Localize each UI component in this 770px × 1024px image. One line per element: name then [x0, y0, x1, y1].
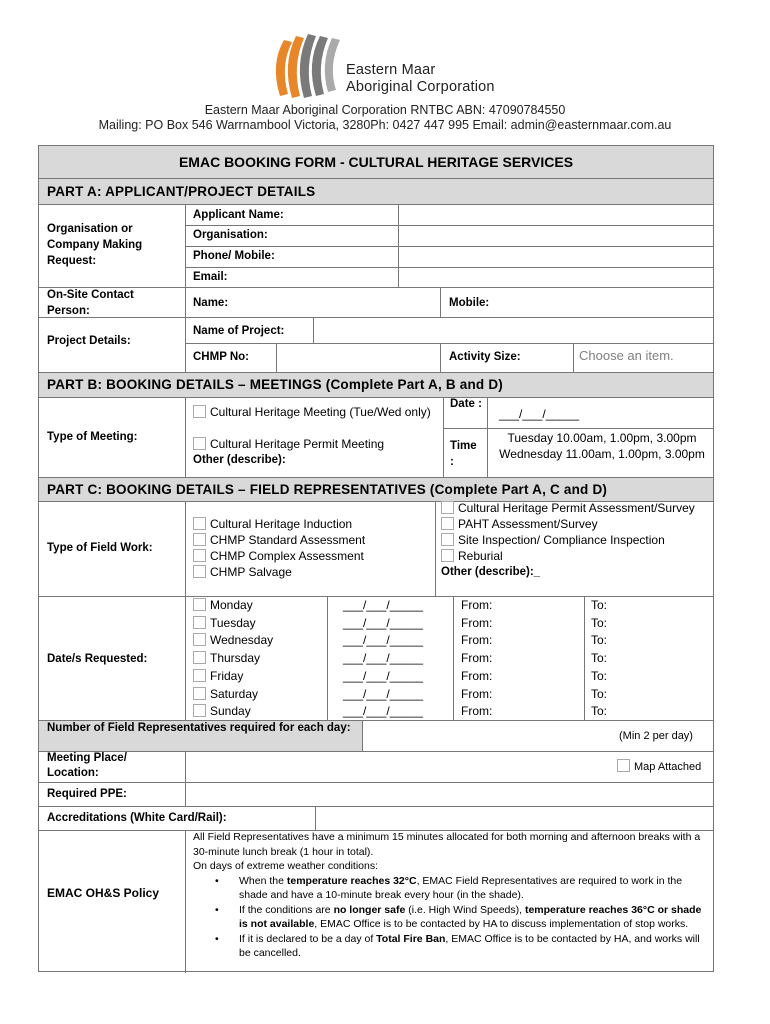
- checkbox[interactable]: [441, 501, 454, 514]
- organisation-field[interactable]: [399, 225, 713, 246]
- project-name-label: Name of Project:: [193, 325, 285, 337]
- meeting-other-label: Other (describe):: [193, 454, 286, 466]
- day-date-field[interactable]: ___/___/_____: [343, 668, 424, 683]
- day-option-monday[interactable]: Monday: [193, 597, 253, 613]
- field-work-option[interactable]: Cultural Heritage Induction: [193, 516, 433, 532]
- num-reps-label: Number of Field Representatives required for each day:: [39, 721, 362, 751]
- ppe-field[interactable]: [186, 782, 713, 806]
- field-work-type-label: Type of Field Work:: [47, 542, 153, 554]
- day-option-tuesday[interactable]: Tuesday: [193, 615, 256, 631]
- checkbox[interactable]: [441, 533, 454, 546]
- org-label: Organisation or Company Making Request:: [47, 223, 143, 267]
- day-option-saturday[interactable]: Saturday: [193, 686, 258, 702]
- checkbox[interactable]: [193, 704, 206, 717]
- field-work-other-label: Other (describe):_: [441, 566, 541, 578]
- checkbox[interactable]: [193, 517, 206, 530]
- address-line-1: Eastern Maar Aboriginal Corporation RNTBC ABN: 47090784550: [204, 103, 566, 117]
- field-work-right-options: [441, 500, 711, 580]
- contact-name-field[interactable]: [255, 287, 440, 317]
- accreditations-field[interactable]: [316, 806, 713, 830]
- day-option-sunday[interactable]: Sunday: [193, 703, 251, 719]
- field-work-left-options: [193, 516, 433, 580]
- email-label: Email:: [193, 271, 228, 283]
- field-work-option[interactable]: Reburial: [441, 548, 711, 564]
- checkbox[interactable]: [193, 651, 206, 664]
- day-option-friday[interactable]: Friday: [193, 668, 243, 684]
- logo-text: Eastern Maar Aboriginal Corporation: [346, 62, 495, 95]
- day-from-field[interactable]: From:: [461, 651, 493, 666]
- checkbox[interactable]: [193, 598, 206, 611]
- phone-field[interactable]: [399, 246, 713, 267]
- applicant-name-label: Applicant Name:: [193, 209, 284, 221]
- checkbox[interactable]: [441, 549, 454, 562]
- project-details-label: Project Details:: [47, 335, 131, 347]
- day-date-field[interactable]: ___/___/_____: [343, 633, 424, 648]
- field-work-option-permit[interactable]: Cultural Heritage Permit Assessment/Survey: [441, 500, 711, 516]
- day-to-field[interactable]: To:: [591, 686, 608, 701]
- policy-bullet: • If the conditions are no longer safe (i.e. High Wind Speeds), temperature reaches 36°C or shade is not available, EMAC Office is to be contacted by HA to discuss implementation of stop works.: [193, 903, 709, 932]
- meeting-place-label: Meeting Place/ Location:: [47, 752, 127, 779]
- accreditations-label: Accreditations (White Card/Rail):: [47, 812, 227, 824]
- part-c-heading: PART C: BOOKING DETAILS – FIELD REPRESENTATIVES (Complete Part A, C and D): [39, 478, 713, 501]
- day-date-field[interactable]: ___/___/_____: [343, 704, 424, 719]
- booking-form: [38, 145, 714, 972]
- chmp-no-field[interactable]: [277, 343, 440, 372]
- meeting-type-label: Type of Meeting:: [47, 431, 138, 443]
- day-to-field[interactable]: To:: [591, 598, 608, 612]
- day-to-field[interactable]: To:: [591, 651, 608, 666]
- day-to-field[interactable]: To:: [591, 633, 608, 648]
- checkbox[interactable]: [193, 549, 206, 562]
- ppe-label: Required PPE:: [47, 788, 127, 800]
- project-name-field[interactable]: [314, 317, 713, 343]
- organisation-label: Organisation:: [193, 229, 268, 241]
- day-from-field[interactable]: From:: [461, 615, 493, 630]
- checkbox[interactable]: [193, 437, 206, 450]
- policy-bullet: • If it is declared to be a day of Total Fire Ban, EMAC Office is to be contacted by HA, and works will be cancelled.: [193, 932, 709, 961]
- meeting-option-permit-meeting[interactable]: Cultural Heritage Permit Meeting: [193, 436, 433, 452]
- meeting-option-ch-meeting[interactable]: Cultural Heritage Meeting (Tue/Wed only): [193, 404, 433, 420]
- map-attached-checkbox[interactable]: Map Attached: [617, 759, 701, 775]
- applicant-name-field[interactable]: [399, 204, 713, 225]
- address-line-2: Mailing: PO Box 546 Warrnambool Victoria, 3280Ph: 0427 447 995 Email: admin@easternmaar.com.au: [98, 118, 672, 132]
- day-to-field[interactable]: To:: [591, 668, 608, 683]
- checkbox[interactable]: [193, 616, 206, 629]
- ohs-policy-text: All Field Representatives have a minimum 15 minutes allocated for both morning and afternoon breaks with a 30-minute lunch break (1 hour in total). On days of extreme weather conditions: • When the temperature reaches 32°C, EMAC Field Representatives are required to work in the shade and have a 10-minute break every hour (in the shade). • If the conditions are no longer safe (i.e. High Wind Speeds), temperature reaches 36°C or shade is not available, EMAC Office is to be contacted by HA to discuss implementation of stop works. • If it is declared to be a day of Total Fire Ban, EMAC Office is to be contacted by HA, and works will be cancelled.: [193, 830, 709, 961]
- onsite-contact-label: On-Site Contact Person:: [47, 289, 134, 317]
- meeting-date-label: Date :: [450, 398, 482, 410]
- checkbox[interactable]: [193, 405, 206, 418]
- checkbox[interactable]: [193, 533, 206, 546]
- checkbox[interactable]: [193, 687, 206, 700]
- checkbox[interactable]: [193, 565, 206, 578]
- contact-mobile-field[interactable]: [519, 287, 713, 317]
- day-from-field[interactable]: From:: [461, 686, 493, 701]
- dates-requested-label: Date/s Requested:: [47, 653, 148, 665]
- meeting-date-field[interactable]: ___/___/_____: [499, 407, 580, 421]
- day-from-field[interactable]: From:: [461, 704, 493, 719]
- day-from-field[interactable]: From:: [461, 633, 493, 648]
- policy-bullet: • When the temperature reaches 32°C, EMAC Field Representatives are required to work in the shade and have a 10-minute break every hour (in the shade).: [193, 874, 709, 903]
- checkbox[interactable]: [617, 759, 630, 772]
- checkbox[interactable]: [193, 669, 206, 682]
- day-option-thursday[interactable]: Thursday: [193, 650, 260, 666]
- meeting-time-label: Time :: [450, 440, 477, 468]
- field-work-option[interactable]: PAHT Assessment/Survey: [441, 516, 711, 532]
- field-work-option[interactable]: CHMP Salvage: [193, 564, 433, 580]
- form-title: EMAC BOOKING FORM - CULTURAL HERITAGE SERVICES: [39, 146, 713, 178]
- checkbox[interactable]: [193, 633, 206, 646]
- day-to-field[interactable]: To:: [591, 704, 608, 719]
- contact-mobile-label: Mobile:: [449, 297, 490, 309]
- part-a-heading: PART A: APPLICANT/PROJECT DETAILS: [39, 179, 713, 204]
- contact-name-label: Name:: [193, 297, 229, 309]
- num-reps-note: (Min 2 per day): [619, 730, 693, 742]
- meeting-time-options: Tuesday 10.00am, 1.00pm, 3.00pm Wednesday 11.00am, 1.00pm, 3.00pm: [499, 431, 705, 461]
- activity-size-dropdown[interactable]: Choose an item.: [579, 348, 674, 363]
- email-field[interactable]: [399, 267, 713, 287]
- day-date-field[interactable]: ___/___/_____: [343, 651, 424, 666]
- day-date-field[interactable]: ___/___/_____: [343, 615, 424, 630]
- ohs-policy-label: EMAC OH&S Policy: [47, 886, 160, 900]
- phone-label: Phone/ Mobile:: [193, 250, 275, 262]
- field-work-option[interactable]: Site Inspection/ Compliance Inspection: [441, 532, 711, 548]
- part-b-heading: PART B: BOOKING DETAILS – MEETINGS (Complete Part A, B and D): [39, 373, 713, 397]
- activity-size-label: Activity Size:: [449, 351, 521, 363]
- chmp-no-label: CHMP No:: [193, 351, 250, 363]
- checkbox[interactable]: [441, 517, 454, 530]
- day-from-field[interactable]: From:: [461, 598, 493, 612]
- field-work-option[interactable]: CHMP Complex Assessment: [193, 548, 433, 564]
- day-to-field[interactable]: To:: [591, 615, 608, 630]
- day-date-field[interactable]: ___/___/_____: [343, 686, 424, 701]
- day-option-wednesday[interactable]: Wednesday: [193, 632, 273, 648]
- day-from-field[interactable]: From:: [461, 668, 493, 683]
- day-date-field[interactable]: ___/___/_____: [343, 598, 424, 612]
- field-work-option[interactable]: CHMP Standard Assessment: [193, 532, 433, 548]
